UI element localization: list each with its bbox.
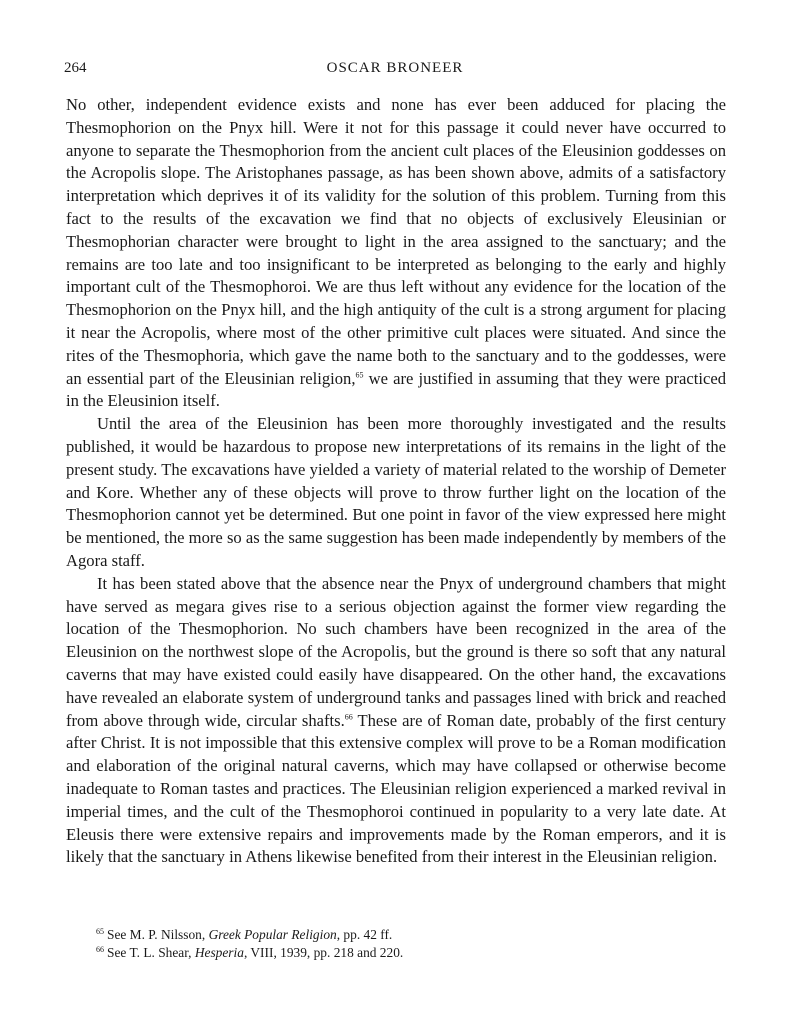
page-header	[64, 60, 726, 82]
footnote-prefix: See T. L. Shear,	[107, 945, 195, 960]
footnote-title: Greek Popular Religion	[208, 927, 337, 942]
footnote-ref-66: 66	[344, 711, 353, 721]
footnote-66	[96, 944, 726, 962]
footnote-65	[96, 926, 726, 944]
paragraph-3-text-a: It has been stated above that the absence near the Pnyx of underground chambers that might have served as megara gives rise to a serious objection against the former view regarding the location of the Thesmophorion. No such chambers have been recognized in the area of the Eleusinion on the northwest slope of the Acropolis, but the ground is there so soft that any natural caverns that may have existed could easily have disappeared. On the other hand, the excavations have revealed an elaborate system of underground tanks and passages lined with brick and reached from above through wide, circular shafts.	[66, 573, 726, 730]
footnote-title: Hesperia	[194, 945, 244, 960]
footnote-prefix: See M. P. Nilsson,	[107, 927, 209, 942]
page-number: 264	[64, 60, 87, 76]
body-text	[66, 94, 726, 869]
footnote-number: 66	[96, 944, 104, 954]
paragraph-3	[66, 573, 726, 869]
footnote-ref-65: 65	[355, 370, 364, 380]
paragraph-2: Until the area of the Eleusinion has been more thoroughly investigated and the results published, it would be hazardous to propose new interpretations of its remains in the light of the present study. The excavations have yielded a variety of material related to the worship of Demeter and Kore. Whether any of these objects will prove to throw further light on the location of the Thesmophorion cannot yet be determined. But one point in favor of the view expressed here might be mentioned, the more so as the same suggestion has been made independently by members of the Agora staff.	[66, 414, 726, 570]
paragraph-1-text-b: we are justified in assuming that they were practiced in the Eleusinion itself.	[66, 368, 726, 411]
footnote-suffix: , pp. 42 ff.	[336, 927, 393, 942]
running-title: OSCAR BRONEER	[326, 60, 464, 76]
footnote-number: 65	[96, 926, 104, 936]
footnote-suffix: , VIII, 1939, pp. 218 and 220.	[243, 945, 404, 960]
paragraph-1-text-a: No other, independent evidence exists and none has ever been adduced for placing the Thesmophorion on the Pnyx hill. Were it not for this passage it could never have occurred to anyone to separate the Thesmophorion from the ancient cult places of the Eleusinion goddesses on the Acropolis slope. The Aristophanes passage, as has been shown above, admits of a satisfactory interpretation which deprives it of its validity for the solution of this problem. Turning from this fact to the results of the excavation we find that no objects of exclusively Eleusinian or Thesmophorian character were brought to light in the area assigned to the sanctuary; and the remains are too late and too insignificant to be interpreted as belonging to the early and highly important cult of the Thesmophoroi. We are thus left without any evidence for the location of the Thesmophorion on the Pnyx hill, and the high antiquity of the cult is a strong argument for placing it near the Acropolis, where most of the other primitive cult places were situated. And since the rites of the Thesmophoria, which gave the name both to the sanctuary and to the goddesses, were an essential part of the Eleusinian religion,	[66, 95, 726, 388]
paragraph-1	[66, 94, 726, 413]
footnotes	[96, 926, 726, 962]
paragraph-3-text-b: These are of Roman date, probably of the first century after Christ. It is not impossible that this extensive complex will prove to be a Roman modification and elaboration of the original natural caverns, which may have collapsed or otherwise become inadequate to Roman tastes and practices. The Eleusinian religion experienced a marked revival in imperial times, and the cult of the Thesmophoroi continued in popularity to a very late date. At Eleusis there were extensive repairs and improvements made by the Roman emperors, and it is likely that the sanctuary in Athens likewise benefited from their interest in the Eleusinian religion.	[66, 710, 727, 867]
